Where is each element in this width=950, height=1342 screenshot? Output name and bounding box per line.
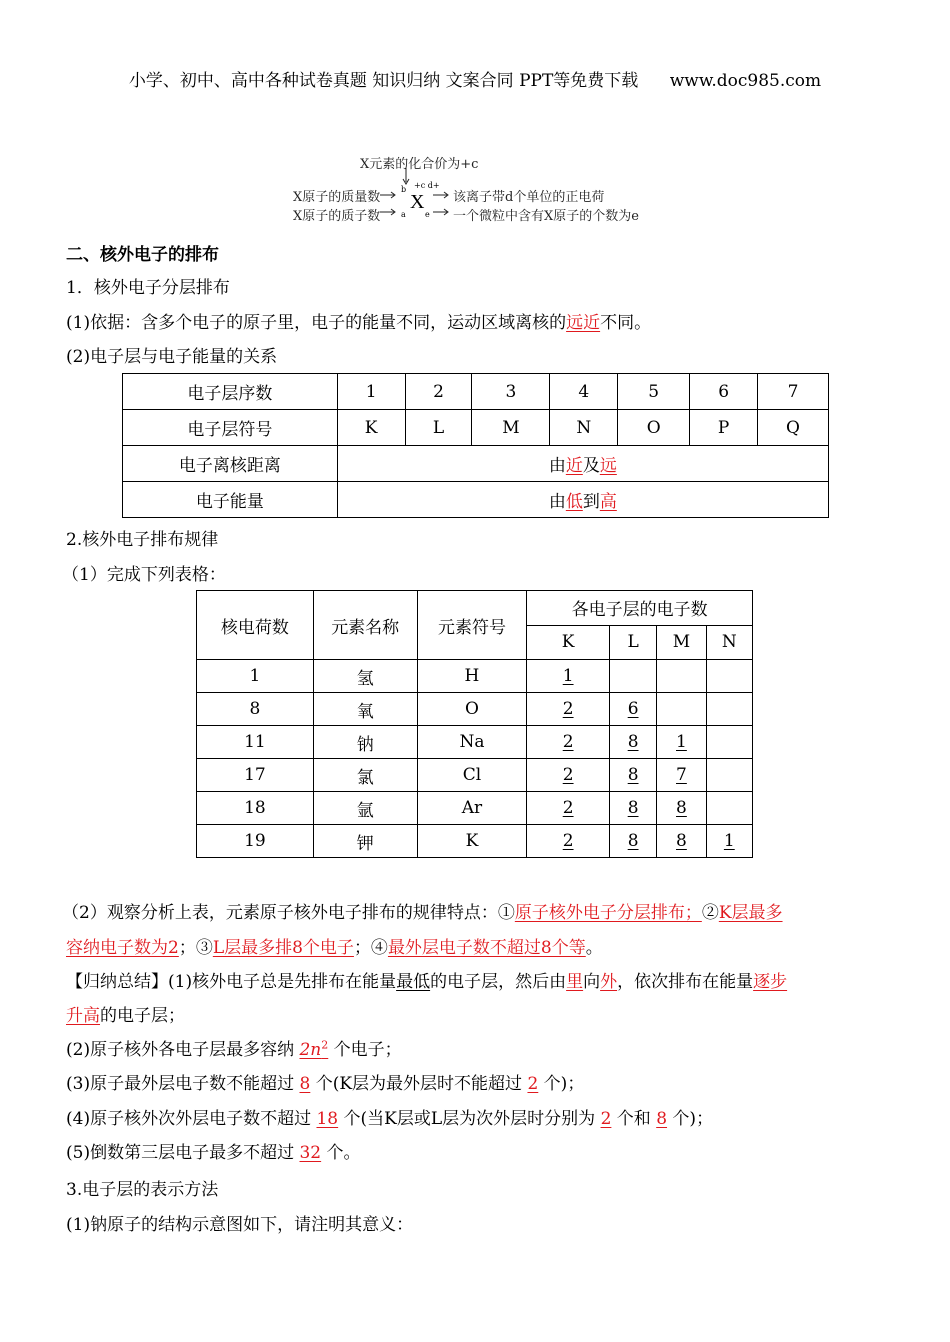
shell-number: 6	[690, 374, 758, 410]
shell-header: M	[657, 625, 706, 660]
text: (3)原子最外层电子数不能超过	[66, 1074, 300, 1094]
charge-cell	[197, 759, 314, 792]
cell-value: 8	[627, 831, 639, 851]
shell-symbol: O	[618, 410, 690, 446]
answer-high: 高	[599, 492, 617, 512]
answer-2-cont: 容纳电子数为2	[66, 938, 179, 958]
answer-inner: 里	[566, 972, 584, 992]
shell-symbol: M	[472, 410, 550, 446]
k-shell-cell	[527, 726, 610, 759]
table-row	[123, 446, 829, 482]
text: (1)依据：含多个电子的原子里，电子的能量不同，运动区域离核的	[66, 313, 567, 333]
cell-value: 2	[562, 798, 574, 818]
element-name-cell	[313, 759, 417, 792]
m-shell-cell	[657, 726, 706, 759]
table-row	[197, 660, 753, 693]
text: 由	[548, 492, 566, 512]
cell-value: 8	[676, 831, 687, 851]
notation-sub-right: e	[425, 210, 430, 219]
summary-line-2	[66, 1001, 185, 1026]
n-shell-cell	[706, 693, 752, 726]
row-label: 电子能量	[123, 482, 338, 518]
m-shell-cell	[657, 759, 706, 792]
cell-value: K	[465, 831, 479, 851]
charge-cell	[197, 726, 314, 759]
cell-value: 19	[244, 831, 266, 851]
k-shell-cell	[527, 825, 610, 858]
text: 个和	[611, 1109, 657, 1129]
col-header: 各电子层的电子数	[527, 591, 753, 626]
charge-cell	[197, 660, 314, 693]
notation-valence: X元素的化合价为+c	[360, 157, 479, 172]
shell-number: 7	[758, 374, 829, 410]
cell-value: 2	[562, 831, 574, 851]
text: ；③	[178, 938, 213, 958]
text: 。	[585, 938, 603, 958]
answer-1: 原子核外电子分层排布；	[514, 903, 702, 923]
answer-lowest: 最低	[396, 972, 431, 992]
paragraph-relation: (2)电子层与电子能量的关系	[66, 347, 278, 367]
heading-3: 3.电子层的表示方法	[66, 1180, 219, 1200]
heading-1: 1．核外电子分层排布	[66, 278, 230, 298]
cell-value: 6	[627, 699, 639, 719]
cell-value: Cl	[462, 765, 482, 785]
row-label: 电子层符号	[123, 410, 338, 446]
cell-value: 11	[244, 732, 266, 752]
cell-value: 2	[562, 699, 574, 719]
element-symbol-cell	[417, 693, 527, 726]
charge-cell	[197, 792, 314, 825]
question-1: （1）完成下列表格：	[62, 565, 226, 585]
cell-value: 钠	[356, 734, 374, 755]
text: (2)原子核外各电子层最多容纳	[66, 1040, 300, 1060]
cell-value: 1	[723, 831, 735, 851]
cell-value: 8	[676, 798, 687, 818]
notation-sub-left: a	[401, 210, 406, 219]
cell-value: 1	[676, 732, 687, 752]
k-shell-cell	[527, 693, 610, 726]
l-shell-cell	[609, 759, 656, 792]
answer-8: 8	[299, 1074, 311, 1094]
k-shell-cell	[527, 660, 610, 693]
text: 向	[583, 972, 601, 992]
cell-value: 氢	[356, 668, 374, 689]
col-header: 元素符号	[417, 591, 527, 660]
cell-value: 8	[627, 765, 639, 785]
table-row	[197, 825, 753, 858]
element-name-cell	[313, 825, 417, 858]
cell-value: 2	[562, 732, 574, 752]
shell-number: 4	[550, 374, 618, 410]
text: 由	[548, 456, 566, 476]
cell-value: 钾	[356, 833, 374, 854]
l-shell-cell	[609, 726, 656, 759]
n-shell-cell	[706, 825, 752, 858]
n-shell-cell	[706, 660, 752, 693]
text: (4)原子核外次外层电子数不超过	[66, 1109, 317, 1129]
text: ②	[701, 903, 719, 923]
n-shell-cell	[706, 792, 752, 825]
answer-2: K层最多	[718, 903, 783, 923]
table-header-row	[197, 591, 753, 626]
energy-cell	[337, 482, 828, 518]
table-row	[123, 374, 829, 410]
col-header: 核电荷数	[197, 591, 314, 660]
cell-value: 2	[562, 765, 574, 785]
answer-outer: 外	[600, 972, 618, 992]
cell-value: 18	[244, 798, 266, 818]
shell-symbol: Q	[758, 410, 829, 446]
element-name-cell	[313, 726, 417, 759]
answer-8: 8	[656, 1109, 668, 1129]
element-symbol-cell	[417, 726, 527, 759]
element-name-cell	[313, 792, 417, 825]
page-header	[0, 66, 950, 91]
element-symbol-cell	[417, 759, 527, 792]
shell-symbol: L	[405, 410, 472, 446]
notation-count: 一个微粒中含有X原子的个数为e	[453, 209, 639, 224]
cell-value: 8	[249, 699, 261, 719]
row-label: 电子层序数	[123, 374, 338, 410]
cell-value: 17	[244, 765, 266, 785]
text: 个(K层为最外层时不能超过	[310, 1074, 528, 1094]
element-symbol-cell	[417, 792, 527, 825]
cell-value: 氯	[356, 767, 374, 788]
text: 个。	[321, 1143, 361, 1163]
notation-sup-right: +c d+	[414, 181, 440, 190]
table-row	[197, 726, 753, 759]
text: （2）观察分析上表，元素原子核外电子排布的规律特点：①	[62, 903, 515, 923]
charge-cell	[197, 825, 314, 858]
table-row	[123, 482, 829, 518]
k-shell-cell	[527, 792, 610, 825]
arrow-right-icon	[380, 188, 400, 218]
analysis-line-2	[66, 933, 603, 958]
table-row	[197, 759, 753, 792]
answer-4: 最外层电子数不超过8个等	[387, 938, 586, 958]
shell-symbol: P	[690, 410, 758, 446]
shell-symbol: N	[550, 410, 618, 446]
text: 及	[582, 456, 600, 476]
cell-value: 1	[562, 666, 574, 686]
cell-value: 8	[627, 732, 639, 752]
answer-far: 远	[599, 456, 617, 476]
notation-proton: X原子的质子数	[293, 209, 381, 224]
arrow-down-icon	[400, 168, 412, 186]
question-sodium: (1)钠原子的结构示意图如下，请注明其意义：	[66, 1215, 414, 1235]
text: 个)；	[667, 1109, 714, 1129]
element-name-cell	[313, 660, 417, 693]
notation-charge: 该离子带d个单位的正电荷	[453, 190, 605, 205]
row-label: 电子离核距离	[123, 446, 338, 482]
text: ；④	[353, 938, 388, 958]
text: 2	[321, 1038, 329, 1052]
cell-value: 氧	[356, 701, 374, 722]
l-shell-cell	[609, 792, 656, 825]
text: 的电子层，然后由	[430, 972, 567, 992]
table-row	[123, 410, 829, 446]
answer-2n2	[299, 1040, 328, 1060]
notation-mass: X原子的质量数	[293, 190, 381, 205]
m-shell-cell	[657, 792, 706, 825]
n-shell-cell	[706, 726, 752, 759]
text: 到	[582, 492, 600, 512]
answer-yuanjin: 远近	[566, 313, 601, 333]
text: 个(当K层或L层为次外层时分别为	[338, 1109, 601, 1129]
answer-rise-cont: 升高	[66, 1006, 100, 1026]
cell-value: H	[464, 666, 480, 686]
cell-value: Ar	[461, 798, 483, 818]
notation-sup-left: b	[401, 185, 407, 194]
answer-rise: 逐步	[753, 972, 788, 992]
charge-cell	[197, 693, 314, 726]
paragraph-basis	[66, 308, 651, 333]
heading-2: 2.核外电子排布规律	[66, 530, 219, 550]
answer-near: 近	[565, 456, 583, 476]
m-shell-cell	[657, 693, 706, 726]
summary-line-1	[66, 967, 787, 992]
header-text: 小学、初中、高中各种试卷真题 知识归纳 文案合同 PPT等免费下载	[128, 71, 639, 91]
answer-3: L层最多排8个电子	[212, 938, 354, 958]
answer-32: 32	[299, 1143, 322, 1163]
element-symbol-cell	[417, 660, 527, 693]
l-shell-cell	[609, 693, 656, 726]
table-row	[197, 792, 753, 825]
text: (5)倒数第三层电子最多不超过	[66, 1143, 300, 1163]
answer-2: 2	[600, 1109, 612, 1129]
cell-value: O	[464, 699, 479, 719]
shell-symbol: K	[337, 410, 405, 446]
answer-low: 低	[565, 492, 583, 512]
answer-18: 18	[316, 1109, 339, 1129]
header-site[interactable]: www.doc985.com	[669, 71, 822, 91]
notation-symbol: X	[410, 191, 425, 213]
cell-value: 8	[627, 798, 639, 818]
summary-line-6	[66, 1138, 361, 1163]
shell-number: 3	[472, 374, 550, 410]
shell-header: N	[706, 625, 752, 660]
m-shell-cell	[657, 825, 706, 858]
element-name-cell	[313, 693, 417, 726]
n-shell-cell	[706, 759, 752, 792]
cell-value: 7	[676, 765, 687, 785]
text: 个电子；	[328, 1040, 402, 1060]
col-header: 元素名称	[313, 591, 417, 660]
electron-config-table	[196, 590, 753, 858]
summary-line-3	[66, 1035, 402, 1060]
answer-2: 2	[527, 1074, 539, 1094]
k-shell-cell	[527, 759, 610, 792]
text: 【归纳总结】(1)核外电子总是先排布在能量	[66, 972, 397, 992]
text: 的电子层；	[100, 1006, 185, 1026]
text: 个)；	[538, 1074, 585, 1094]
analysis-line-1	[62, 898, 783, 923]
shell-header: L	[609, 625, 656, 660]
table-row	[197, 693, 753, 726]
text: 2n	[299, 1040, 322, 1060]
arrow-right-icon	[433, 188, 453, 218]
m-shell-cell	[657, 660, 706, 693]
summary-line-5	[66, 1104, 713, 1129]
l-shell-cell	[609, 825, 656, 858]
l-shell-cell	[609, 660, 656, 693]
text: ，依次排布在能量	[617, 972, 754, 992]
cell-value: 1	[249, 666, 261, 686]
summary-line-4	[66, 1069, 584, 1094]
shell-number: 2	[405, 374, 472, 410]
shell-header: K	[527, 625, 610, 660]
cell-value: Na	[459, 732, 485, 752]
text: 不同。	[600, 313, 652, 333]
shell-number: 1	[337, 374, 405, 410]
section-title: 二、核外电子的排布	[66, 245, 219, 265]
distance-cell	[337, 446, 828, 482]
element-symbol-cell	[417, 825, 527, 858]
cell-value: 氩	[356, 800, 374, 821]
shell-number: 5	[618, 374, 690, 410]
shell-energy-table	[122, 373, 829, 518]
